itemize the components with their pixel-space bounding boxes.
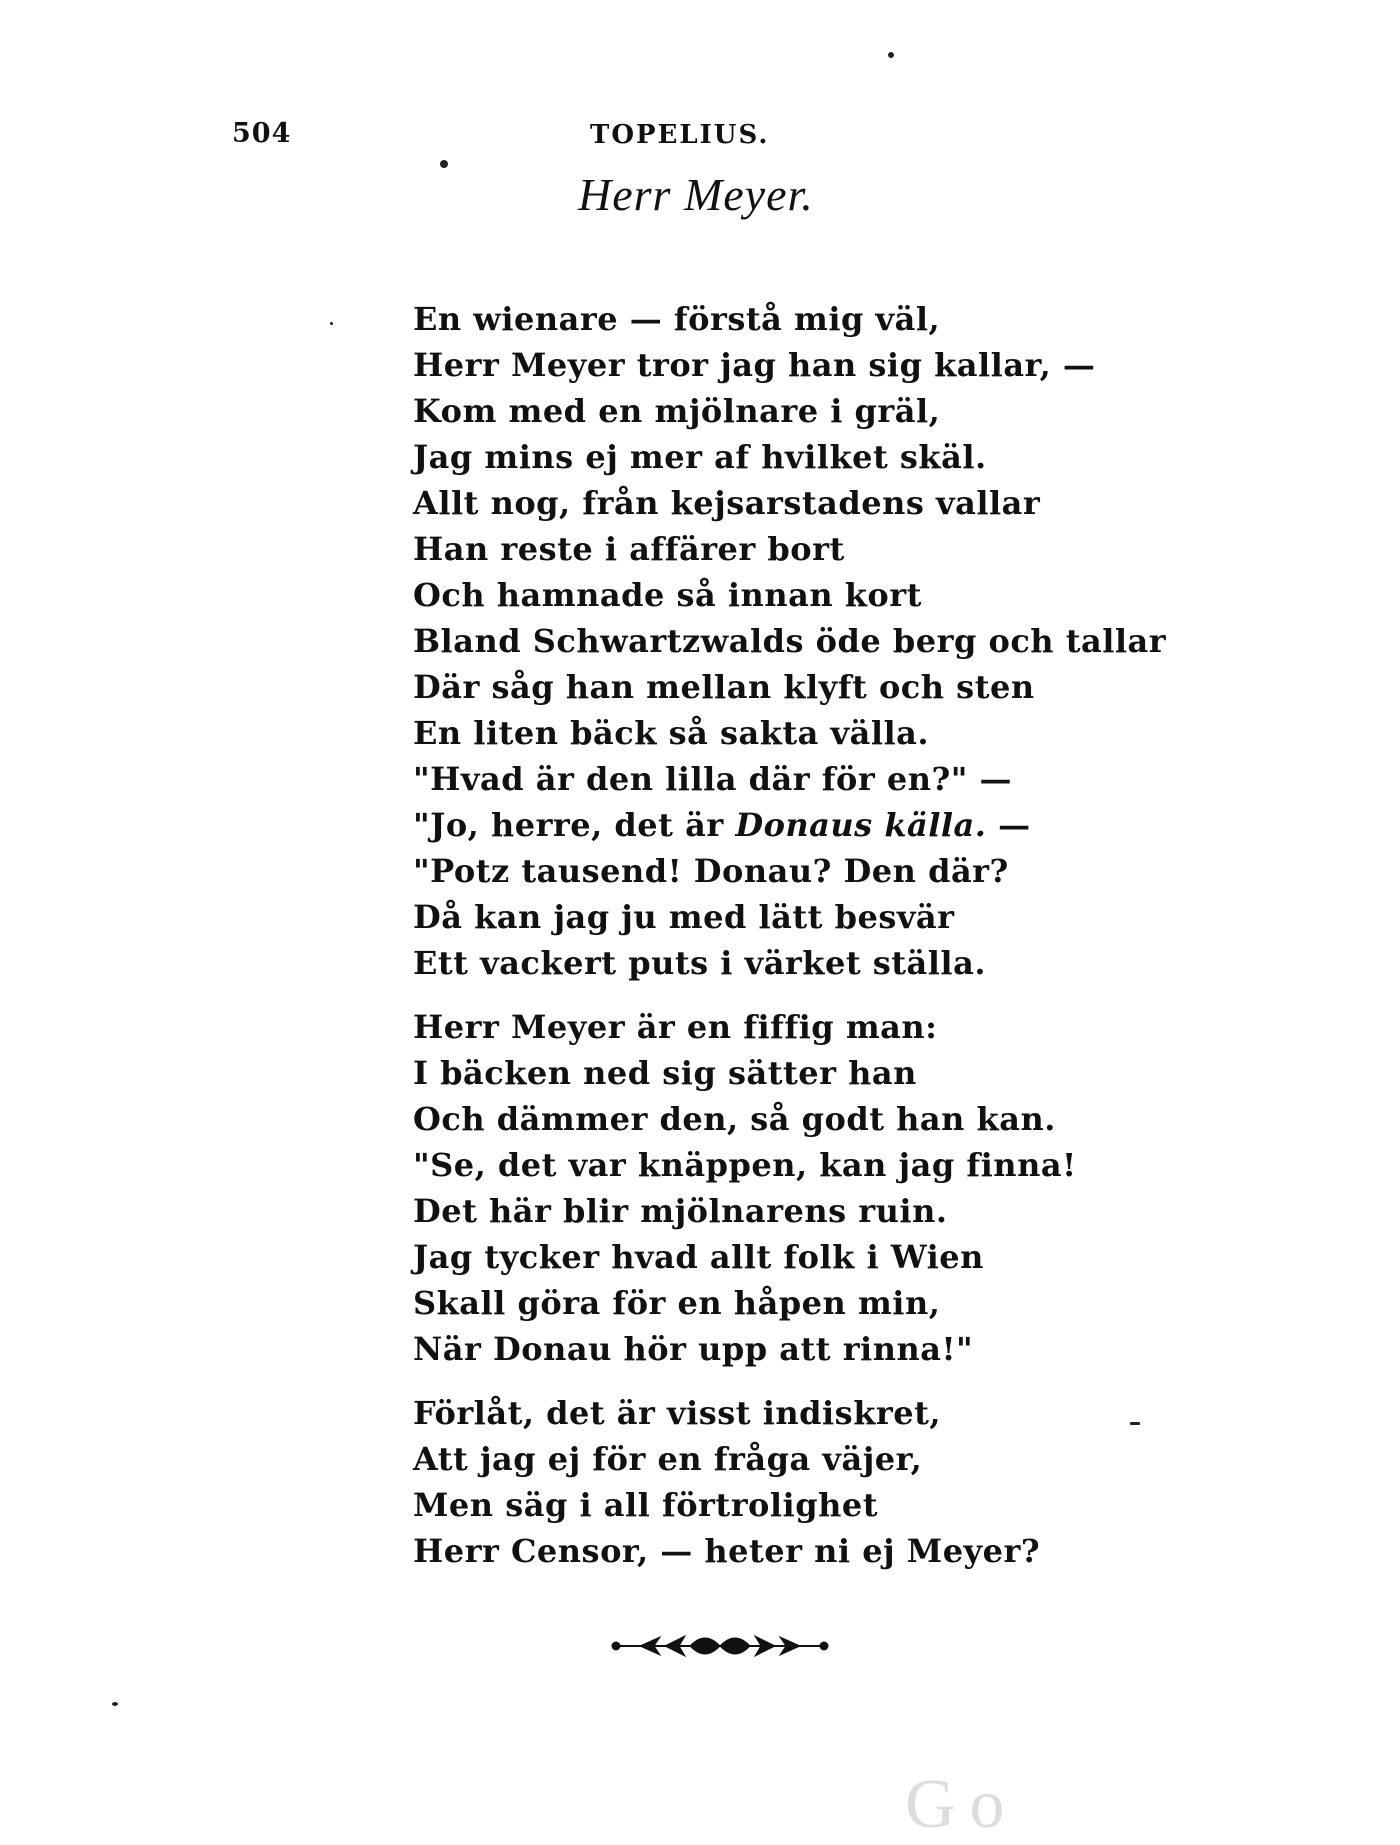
poem-line: Men säg i all förtrolighet [413, 1486, 878, 1524]
poem-line: Jag tycker hvad allt folk i Wien [413, 1238, 984, 1276]
poem-line: "Potz tausend! Donau? Den där? [413, 852, 1009, 890]
poem-line: Allt nog, från kejsarstadens vallar [413, 484, 1041, 522]
poem-line: "Hvad är den lilla där för en?" — [413, 760, 1013, 798]
print-speck [330, 322, 333, 325]
poem-line: Skall göra för en håpen min, [413, 1284, 941, 1322]
poem-line: Då kan jag ju med lätt besvär [413, 898, 955, 936]
poem-line: Och hamnade så innan kort [413, 576, 922, 614]
poem-line: I bäcken ned sig sätter han [413, 1054, 917, 1092]
print-speck [1130, 1422, 1140, 1425]
stanza [413, 1390, 1133, 1574]
poem-line: Bland Schwartzwalds öde berg och tallar [413, 622, 1167, 660]
poem-line: Det här blir mjölnarens ruin. [413, 1192, 948, 1230]
print-speck [440, 160, 448, 168]
poem-line: Kom med en mjölnare i gräl, [413, 392, 941, 430]
poem-line: Herr Meyer är en fiffig man: [413, 1008, 938, 1046]
poem-line: Där såg han mellan klyft och sten [413, 668, 1035, 706]
print-speck [888, 52, 894, 58]
poem-line: Förlåt, det är visst indiskret, [413, 1394, 941, 1432]
floral-vine-ornament-icon [610, 1628, 830, 1664]
poem-line: En liten bäck så sakta välla. [413, 714, 930, 752]
poem-body [413, 296, 1167, 1592]
poem-line: Herr Meyer tror jag han sig kallar, — [413, 346, 1096, 384]
poem-line: En wienare — förstå mig väl, [413, 300, 941, 338]
print-speck [112, 1702, 118, 1706]
poem-line: När Donau hör upp att rinna!" [413, 1330, 974, 1368]
poem-line: Att jag ej för en fråga väjer, [413, 1440, 923, 1478]
poem-line: "Jo, herre, det är Donaus källa. — [413, 806, 1031, 844]
page-number: 504 [232, 118, 292, 149]
poem-line: Herr Censor, — heter ni ej Meyer? [413, 1532, 1041, 1570]
stanza [413, 296, 1167, 986]
poem-line: Jag mins ej mer af hvilket skäl. [413, 438, 987, 476]
running-head: TOPELIUS. [590, 120, 770, 150]
poem-title: Herr Meyer. [578, 169, 814, 220]
poem-line: Och dämmer den, så godt han kan. [413, 1100, 1056, 1138]
watermark-fragment: Go [905, 1766, 1019, 1843]
poem-line: Han reste i affärer bort [413, 530, 845, 568]
poem-line: Ett vackert puts i värket ställa. [413, 944, 986, 982]
stanza [413, 1004, 1133, 1372]
poem-line: "Se, det var knäppen, kan jag finna! [413, 1146, 1077, 1184]
